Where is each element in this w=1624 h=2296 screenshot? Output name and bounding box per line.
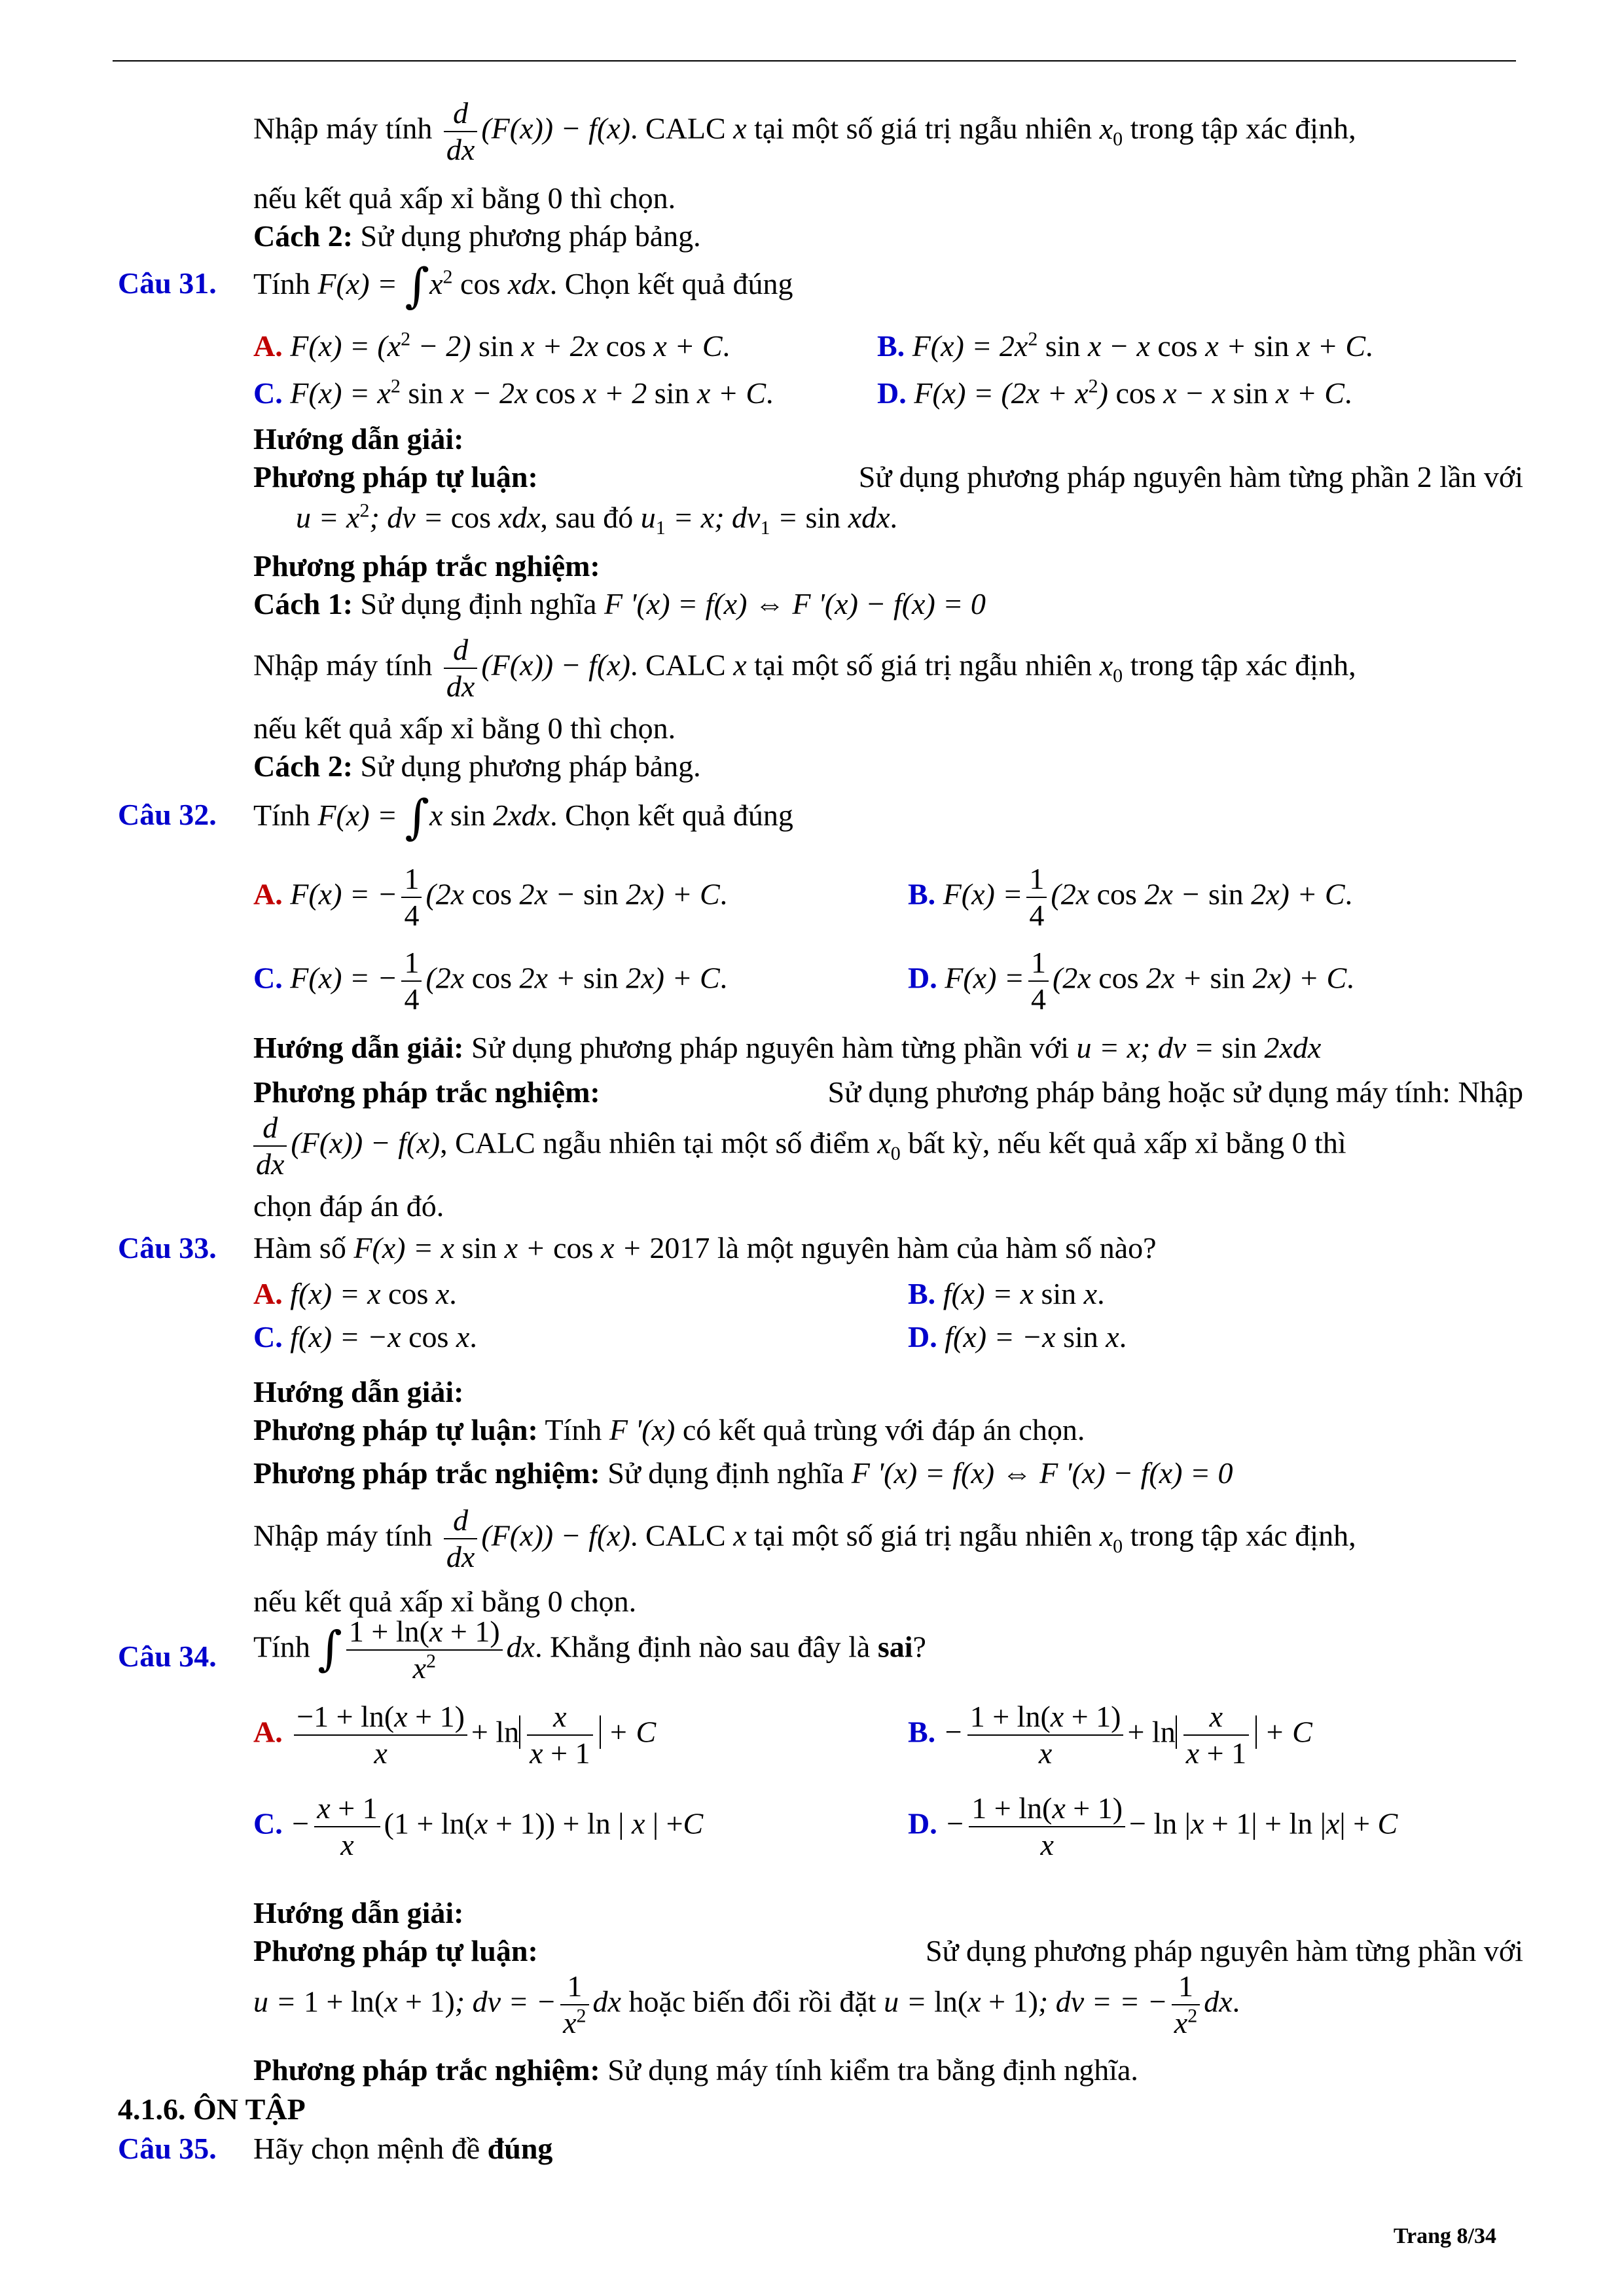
option-label: A. [253, 877, 283, 911]
option-label: A. [253, 1715, 283, 1749]
solution-34-line3 [253, 2055, 1138, 2085]
solution-32-line3: $\frac{d}{dx}$ (F(x)) − f(x), CALC ngẫu nhiên tại một số điểm $x_0$ bất kỳ, nếu kết quả xấp xỉ bằng 0 thì [253, 1113, 1346, 1179]
question-label-34: Câu 34. [118, 1640, 217, 1673]
solution-heading-31: Hướng dẫn giải: [253, 422, 464, 456]
fraction: $\frac{x + 1}{x}$ [314, 1793, 380, 1860]
solution-34-line2: u = 1 + ln(x + 1); dv = − $\frac{1}{x^2}$ dx hoặc biến đổi rồi đặt u = ln(x + 1); dv = = − $\frac{1}{x^2}$ dx. [253, 1969, 1240, 2039]
method-line: Cách 1: Sử dụng định nghĩa F '(x) = f(x) ⇔ F '(x) − f(x) = 0 [253, 587, 986, 620]
derivative-operator: $\frac{d}{dx}$ [444, 635, 477, 702]
method-line [253, 751, 701, 781]
derivative-operator: $\frac{d}{dx}$ [253, 1113, 287, 1179]
option-label: D. [908, 961, 937, 995]
solution-heading-33: Hướng dẫn giải: [253, 1375, 464, 1408]
text: là một nguyên hàm của hàm số nào? [717, 1231, 1157, 1265]
option-label: A. [253, 329, 283, 363]
text: Sử dụng phương pháp bảng hoặc sử dụng máy tính: Nhập [827, 1075, 1523, 1109]
text: trong tập xác định, [1130, 111, 1356, 145]
option-32-d[interactable]: D. F(x) = $\frac{1}{4}$ (2x cos 2x + sin 2x) + C. [908, 946, 1354, 1016]
text-line: nếu kết quả xấp xỉ bằng 0 chọn. [253, 1585, 637, 1618]
solution-32-line1: Hướng dẫn giải: Sử dụng phương pháp nguyên hàm từng phần với u = x; dv = sin 2xdx [253, 1031, 1322, 1064]
option-33-b[interactable]: B. f(x) = x sin x. [908, 1277, 1105, 1310]
fraction: $\frac{1 + \ln(x + 1)}{x^2}$ [346, 1617, 503, 1683]
text: tại một số giá trị ngẫu nhiên [754, 648, 1092, 682]
section-heading: 4.1.6. ÔN TẬP [118, 2092, 306, 2126]
fraction: $\frac{x}{x + 1}$ [527, 1702, 592, 1768]
solution-33-line2: Phương pháp trắc nghiệm: Sử dụng định nghĩa F '(x) = f(x) ⇔ F '(x) − f(x) = 0 [253, 1456, 1233, 1490]
text: . CALC [630, 1518, 726, 1552]
question-stem-33: Hàm số F(x) = x sin x + cos x + 2017 là một nguyên hàm của hàm số nào? [253, 1231, 1157, 1265]
text: Phương pháp tự luận: [253, 1413, 538, 1446]
text: Sử dụng phương pháp bảng. [360, 749, 701, 783]
solution-33-line1: Phương pháp tự luận: Tính F '(x) có kết quả trùng với đáp án chọn. [253, 1413, 1085, 1446]
option-label: D. [877, 376, 907, 410]
text: Tính [253, 1630, 310, 1664]
question-label-31: Câu 31. [118, 266, 217, 300]
text: Nhập máy tính [253, 111, 433, 145]
method-label: Cách 1: [253, 587, 353, 620]
text: . Chọn kết quả đúng [550, 798, 793, 832]
text: . CALC [630, 111, 726, 145]
text: có kết quả trùng với đáp án chọn. [682, 1413, 1085, 1446]
text-line: nếu kết quả xấp xỉ bằng 0 thì chọn. [253, 181, 676, 215]
text: ? [912, 1630, 926, 1664]
text: Phương pháp tự luận: [253, 460, 538, 493]
option-33-a[interactable]: A. f(x) = x cos x. [253, 1277, 457, 1310]
fraction: $\frac{1}{4}$ [1028, 948, 1049, 1014]
page-number: Trang 8/34 [1393, 2224, 1496, 2248]
option-label: B. [877, 329, 905, 363]
text: tại một số giá trị ngẫu nhiên [754, 111, 1092, 145]
option-31-a[interactable]: A. $F(x) = (x^2 - 2)$ sin x + 2x cos x + C. [253, 328, 731, 363]
option-label: C. [253, 1806, 283, 1840]
text: hoặc biến đổi rồi đặt [628, 1984, 876, 2018]
text: Phương pháp trắc nghiệm: [253, 1456, 600, 1490]
text: Phương pháp trắc nghiệm: [253, 2053, 600, 2087]
option-32-c[interactable]: C. F(x) = − $\frac{1}{4}$ (2x cos 2x + sin 2x) + C. [253, 946, 728, 1016]
option-34-b[interactable]: B. − $\frac{1 + \ln(x + 1)}{x}$ + ln $\frac{x}{x + 1}$ + C [908, 1700, 1312, 1770]
option-34-d[interactable]: D. − $\frac{1 + \ln(x + 1)}{x}$ − ln |x + 1| + ln |x| + C [908, 1791, 1398, 1861]
text: Tính [545, 1413, 602, 1446]
solution-34-line1 [253, 1936, 1523, 1966]
text: đúng [487, 2132, 553, 2165]
question-stem-35 [253, 2134, 552, 2164]
text: Tính [253, 267, 310, 300]
text: Sử dụng phương pháp nguyên hàm từng phần với [471, 1031, 1070, 1064]
option-31-d[interactable]: D. $F(x) = (2x + x^2)$ cos x − x sin x + C. [877, 375, 1352, 410]
text: Sử dụng máy tính kiểm tra bằng định nghĩa. [607, 2053, 1138, 2087]
option-32-b[interactable]: B. F(x) = $\frac{1}{4}$ (2x cos 2x − sin 2x) + C. [908, 862, 1353, 932]
question-stem-32: Tính F(x) = ∫x sin 2xdx. Chọn kết quả đúng [253, 789, 793, 844]
option-label: A. [253, 1277, 283, 1310]
option-label: D. [908, 1806, 937, 1840]
solution-heading-34: Hướng dẫn giải: [253, 1896, 464, 1929]
method-line [253, 221, 701, 251]
option-label: B. [908, 1277, 936, 1310]
text: Hãy chọn mệnh đề [253, 2132, 480, 2165]
option-31-b[interactable]: B. $F(x) = 2x^2$ sin x − x cos x + sin x + C. [877, 328, 1373, 363]
calc-instruction-top: Nhập máy tính $\frac{d}{dx}$ (F(x)) − f(x). CALC x tại một số giá trị ngẫu nhiên $x_0$ trong tập xác định, [253, 96, 1356, 166]
text: Sử dụng định nghĩa [360, 587, 597, 620]
header-rule [113, 60, 1516, 62]
question-label-33: Câu 33. [118, 1231, 217, 1265]
text: , CALC ngẫu nhiên tại một số điểm [440, 1126, 870, 1160]
solution-32-line2 [253, 1077, 1523, 1107]
question-stem-34: Tính ∫ $\frac{1 + \ln(x + 1)}{x^2}$ dx. Khẳng định nào sau đây là sai? [253, 1615, 926, 1685]
text: trong tập xác định, [1130, 648, 1356, 682]
derivative-operator: $\frac{d}{dx}$ [444, 1505, 477, 1572]
text-line: nếu kết quả xấp xỉ bằng 0 thì chọn. [253, 711, 676, 745]
text: Sử dụng phương pháp nguyên hàm từng phần với [925, 1934, 1523, 1967]
fraction: $\frac{1}{4}$ [1026, 864, 1047, 931]
fraction: $\frac{x}{x + 1}$ [1183, 1702, 1249, 1768]
fraction: $\frac{1}{4}$ [401, 948, 422, 1014]
fraction: $\frac{1 + \ln(x + 1)}{x}$ [967, 1702, 1124, 1768]
text: Phương pháp tự luận: [253, 1934, 538, 1967]
text: sai [877, 1630, 913, 1664]
option-31-c[interactable]: C. $F(x) = x^2$ sin x − 2x cos x + 2 sin x + C. [253, 375, 774, 410]
text: Hướng dẫn giải: [253, 1031, 464, 1064]
option-33-d[interactable]: D. f(x) = −x sin x. [908, 1320, 1127, 1354]
fraction: $\frac{1}{x^2}$ [560, 1971, 588, 2038]
option-label: B. [908, 1715, 936, 1749]
solution-31-line2: $u = x^2$; dv = cos xdx, sau đó $u_1 = x$; $dv_1 = \sin$ xdx. [296, 499, 898, 539]
text: Sử dụng phương pháp bảng. [360, 219, 701, 253]
method-label: Cách 2: [253, 749, 353, 783]
question-label-35: Câu 35. [118, 2132, 217, 2165]
text: Nhập máy tính [253, 648, 433, 682]
text: . Chọn kết quả đúng [549, 267, 793, 300]
text: Hàm số [253, 1231, 346, 1265]
text: Sử dụng phương pháp nguyên hàm từng phần 2 lần với [858, 460, 1523, 493]
method-label: Cách 2: [253, 219, 353, 253]
text-line: chọn đáp án đó. [253, 1189, 444, 1223]
text: tại một số giá trị ngẫu nhiên [754, 1518, 1092, 1552]
option-label: D. [908, 1320, 937, 1354]
fraction: $\frac{1}{4}$ [401, 864, 422, 931]
text: Tính [253, 798, 310, 832]
text-line: Phương pháp trắc nghiệm: [253, 549, 600, 583]
text: . CALC [630, 648, 726, 682]
option-label: B. [908, 877, 936, 911]
derivative-operator: $\frac{d}{dx}$ [444, 98, 477, 165]
question-stem-31: Tính $F(x) = \int x^2$ cos xdx. Chọn kết quả đúng [253, 258, 793, 313]
text: Sử dụng định nghĩa [607, 1456, 844, 1490]
text: , sau đó [540, 501, 634, 534]
text: Nhập máy tính [253, 1518, 433, 1552]
fraction: $\frac{-1 + \ln(x + 1)}{x}$ [294, 1702, 467, 1768]
text: bất kỳ, nếu kết quả xấp xỉ bằng 0 thì [908, 1126, 1346, 1160]
solution-31-line1 [253, 462, 1523, 492]
option-34-c[interactable]: C. − $\frac{x + 1}{x}$ (1 + ln(x + 1)) + ln | x | +C [253, 1791, 704, 1861]
text: . Khẳng định nào sau đây là [535, 1630, 871, 1664]
option-label: C. [253, 961, 283, 995]
option-32-a[interactable]: A. F(x) = − $\frac{1}{4}$ (2x cos 2x − sin 2x) + C. [253, 862, 728, 932]
option-label: C. [253, 376, 283, 410]
option-34-a[interactable]: A. $\frac{-1 + \ln(x + 1)}{x}$ + ln $\frac{x}{x + 1}$ + C [253, 1700, 657, 1770]
fraction: $\frac{1 + \ln(x + 1)}{x}$ [969, 1793, 1125, 1860]
fraction: $\frac{1}{x^2}$ [1172, 1971, 1200, 2038]
option-33-c[interactable]: C. f(x) = −x cos x. [253, 1320, 477, 1354]
calc-instruction-31: Nhập máy tính $\frac{d}{dx}$ (F(x)) − f(x). CALC x tại một số giá trị ngẫu nhiên $x_0$ trong tập xác định, [253, 633, 1356, 703]
text: trong tập xác định, [1130, 1518, 1356, 1552]
question-label-32: Câu 32. [118, 798, 217, 831]
calc-instruction-33: Nhập máy tính $\frac{d}{dx}$ (F(x)) − f(x). CALC x tại một số giá trị ngẫu nhiên $x_0$ trong tập xác định, [253, 1503, 1356, 1573]
option-label: C. [253, 1320, 283, 1354]
text: Phương pháp trắc nghiệm: [253, 1075, 600, 1109]
